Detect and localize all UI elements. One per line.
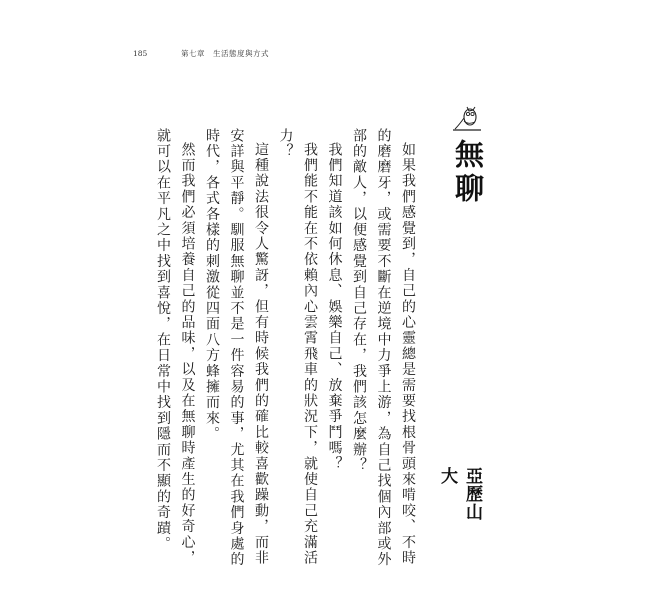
paragraph: 我們能不能在不依賴內心雲霄飛車的狀況下，就使自己充滿活力？ — [277, 128, 318, 566]
paragraph: 這種說法很令人驚訝，但有時候我們的確比較喜歡躁動，而非安詳與平靜。馴服無聊並不是一件容易的事，尤其在我們身處的時代，各式各樣的刺激從四面八方蜂擁而來。 — [204, 128, 269, 568]
paragraph: 我們知道該如何休息、娛樂自己、放棄爭鬥嗎？ — [326, 142, 343, 472]
title-column — [437, 103, 489, 523]
article-title: 無聊 — [451, 139, 485, 207]
running-head — [133, 46, 269, 60]
paragraph: 然而我們必須培養自己的品味，以及在無聊時產生的好奇心，就可以在平凡之中找到喜悅，在日常中找到隱而不顯的奇蹟。 — [155, 128, 196, 566]
paragraph: 如果我們感覺到，自己的心靈總是需要找根骨頭來啃咬、不時的磨磨牙，或需要不斷在逆境中力爭上游，為自己找個內部或外部的敵人，以便感覺到自己存在，我們該怎麼辦？ — [351, 128, 416, 568]
page-number: 185 — [133, 48, 148, 58]
chapter-title: 第七章 生活態度與方式 — [181, 48, 269, 58]
owl-icon — [451, 103, 485, 135]
article-author: 亞歷山大 — [437, 467, 482, 521]
article-body — [151, 128, 421, 568]
